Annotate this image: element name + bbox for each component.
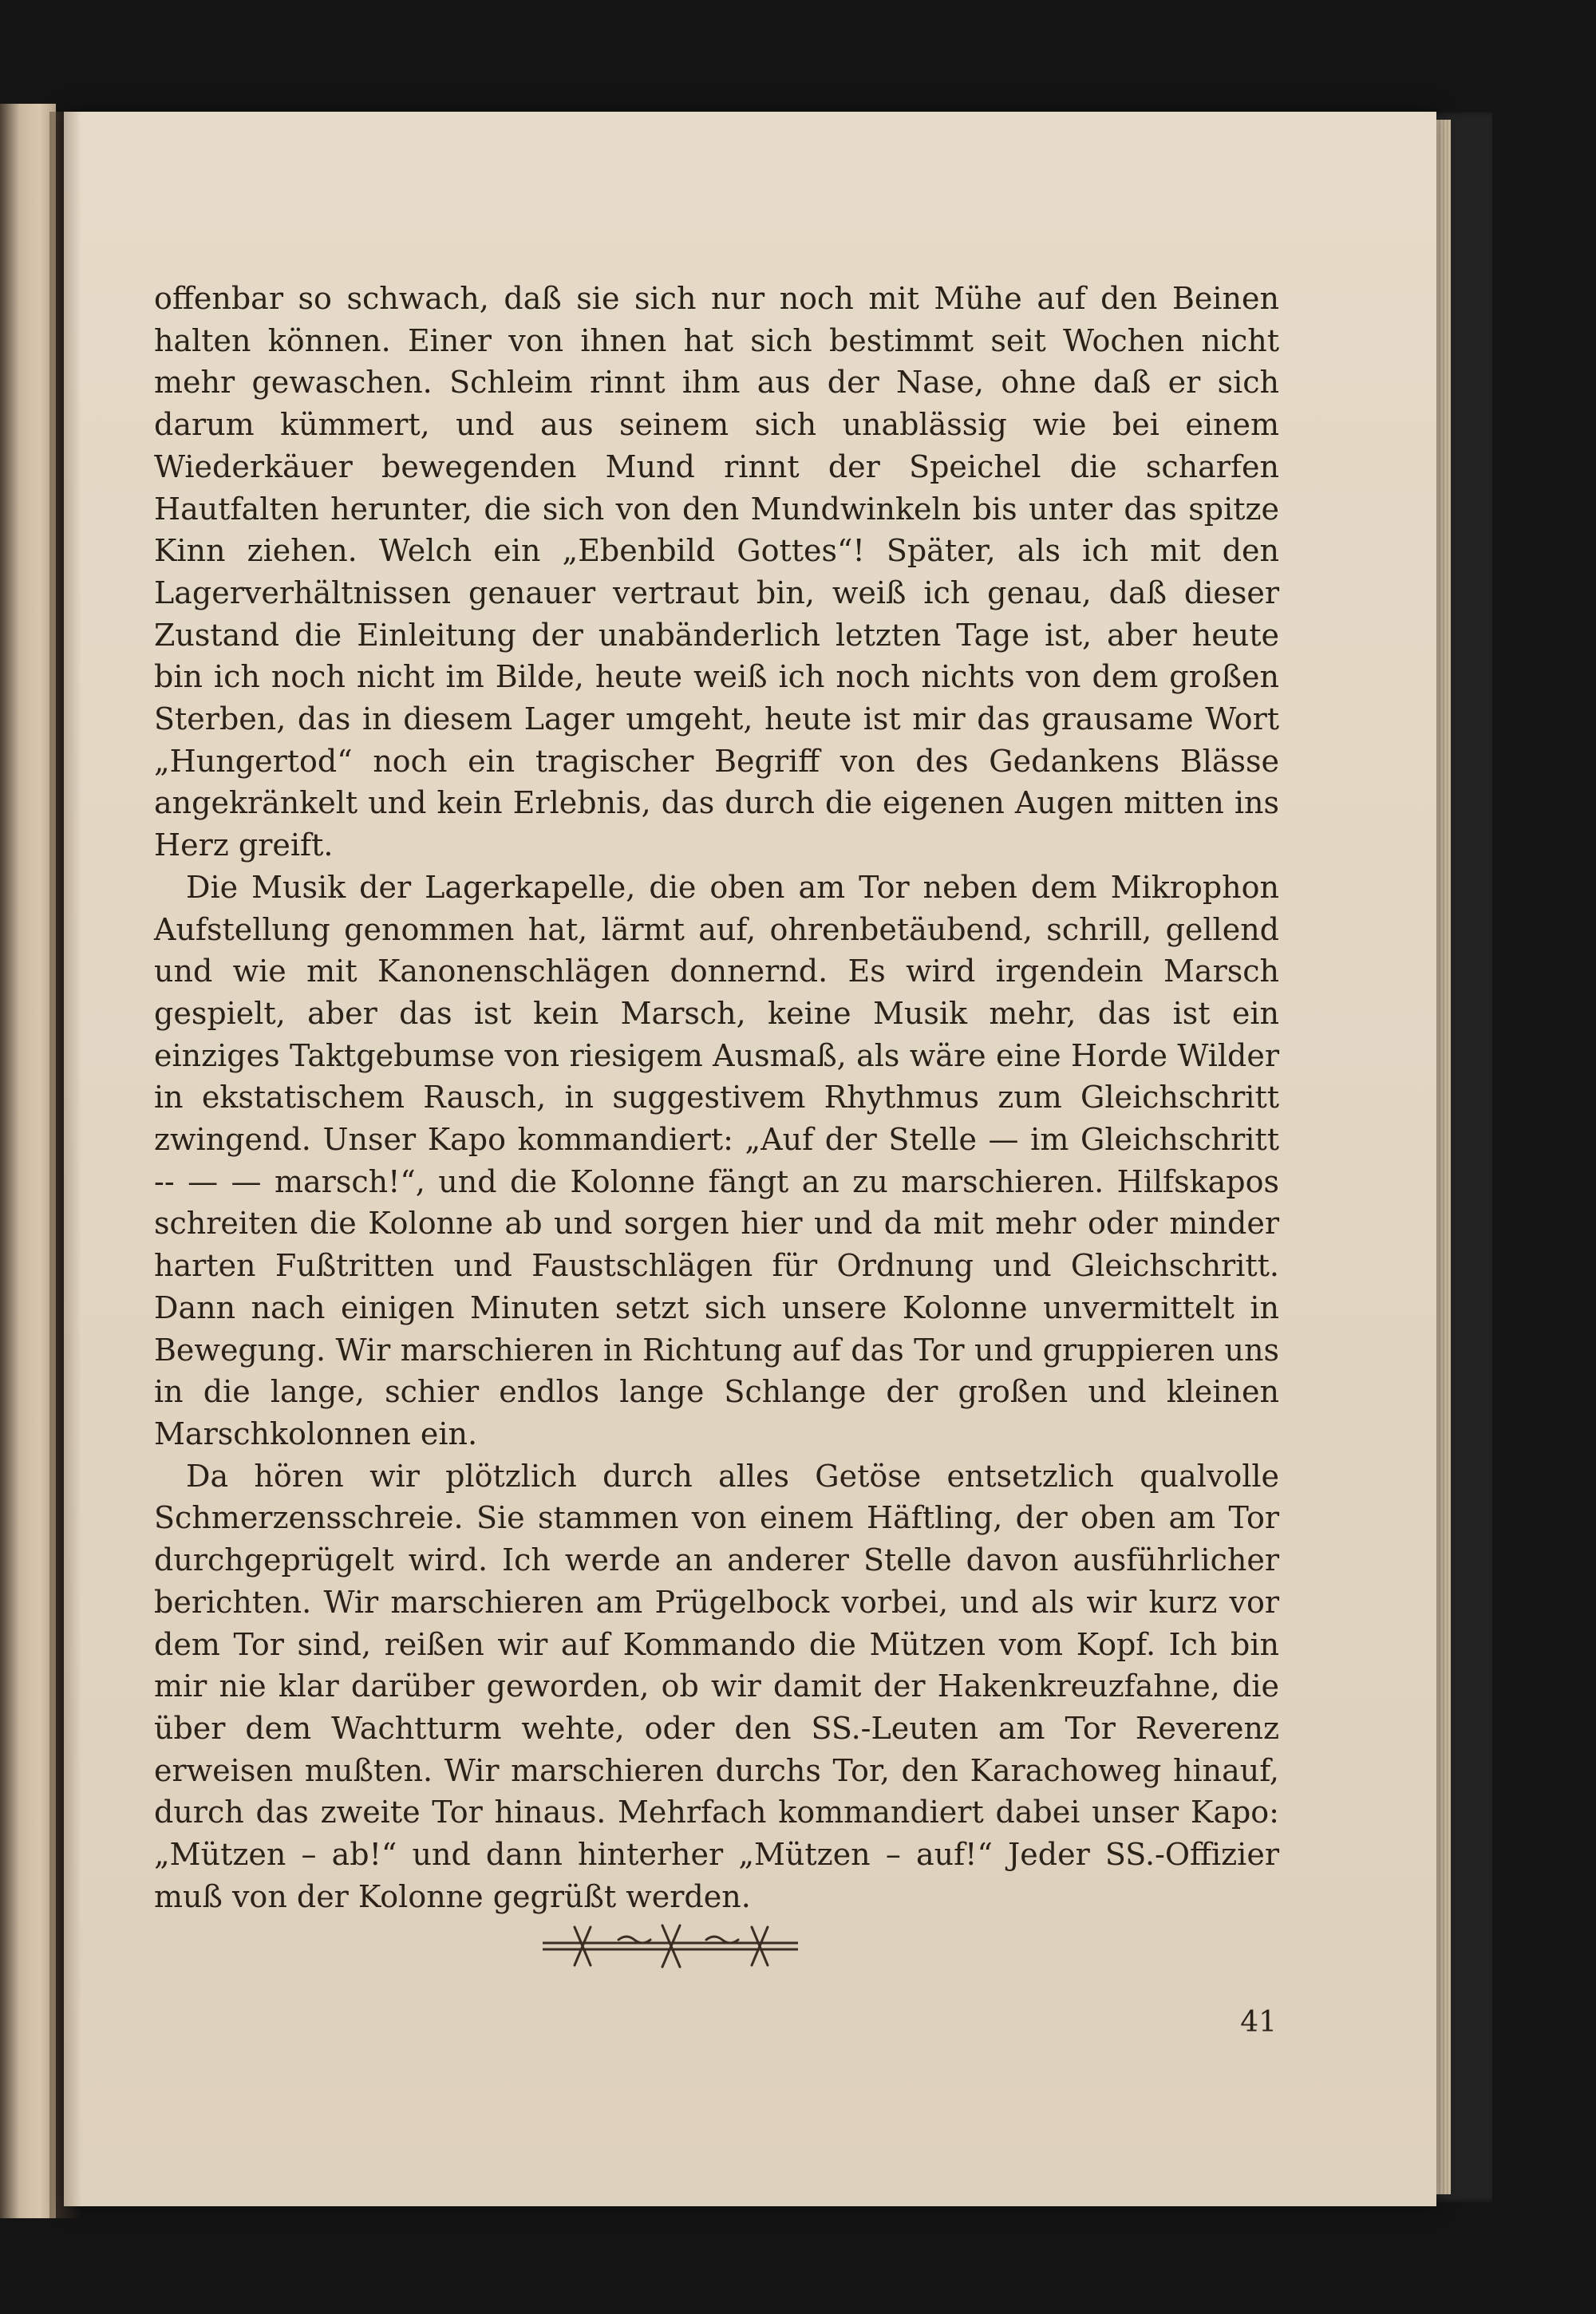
paragraph-2: Die Musik der Lagerkapelle, die oben am Tor neben dem Mikrophon Aufstellung genommen hat, lärmt auf, ohrenbetäubend, schrill, gellend und wie mit Kanonenschlägen donnernd. Es wird irgendein Marsch gespielt, aber das ist kein Marsch, keine Musik mehr, das ist ein einziges Taktgebumse von riesigem Ausmaß, als wäre eine Horde Wilder in ekstatischem Rausch, in suggestivem Rhythmus zum Gleichschritt zwingend. Unser Kapo kommandiert: „Auf der Stelle — im Gleichschritt -- — — marsch!“, und die Kolonne fängt an zu marschieren. Hilfskapos schreiten die Kolonne ab und sorgen hier und da mit mehr oder minder harten Fußtritten und Faustschlägen für Ordnung und Gleichschritt. Dann nach einigen Minuten setzt sich unsere Kolonne unvermittelt in Bewegung. Wir marschieren in Richtung auf das Tor und gruppieren uns in die lange, schier endlos lange Schlange der großen und kleinen Marschkolonnen ein. <box>154 869 1279 1451</box>
body-text <box>154 278 1279 1917</box>
gutter-shadow <box>49 112 81 2218</box>
barbed-wire-ornament-icon <box>543 1919 798 1975</box>
page-number: 41 <box>1240 2006 1277 2039</box>
book-page <box>64 112 1436 2206</box>
left-page-edge <box>0 104 56 2218</box>
paragraph-1: offenbar so schwach, daß sie sich nur noch mit Mühe auf den Beinen halten können. Einer von ihnen hat sich bestimmt seit Wochen nicht mehr gewaschen. Schleim rinnt ihm aus der Nase, ohne daß er sich darum kümmert, und aus seinem sich unablässig wie bei einem Wiederkäuer bewegenden Mund rinnt der Speichel die scharfen Hautfalten herunter, die sich von den Mundwinkeln bis unter das spitze Kinn ziehen. Welch ein „Ebenbild Gottes“! Später, als ich mit den Lagerverhältnissen genauer vertraut bin, weiß ich genau, daß dieser Zustand die Einleitung der unabänderlich letzten Tage ist, aber heute bin ich noch nicht im Bilde, heute weiß ich noch nichts von dem großen Sterben, das in diesem Lager umgeht, heute ist mir das grausame Wort „Hungertod“ noch ein tragischer Begriff von des Gedankens Blässe angekränkelt und kein Erlebnis, das durch die eigenen Augen mitten ins Herz greift. <box>154 281 1279 863</box>
paragraph-3: Da hören wir plötzlich durch alles Getöse entsetzlich qualvolle Schmerzensschreie. Sie stammen von einem Häftling, der oben am Tor durchgeprügelt wird. Ich werde an anderer Stelle davon ausführlicher berichten. Wir marschieren am Prügelbock vorbei, und als wir kurz vor dem Tor sind, reißen wir auf Kommando die Mützen vom Kopf. Ich bin mir nie klar darüber geworden, ob wir damit der Hakenkreuzfahne, die über dem Wachtturm wehte, oder den SS.-Leuten am Tor Reverenz erweisen mußten. Wir marschieren durchs Tor, den Karachoweg hinauf, durch das zweite Tor hinaus. Mehrfach kommandiert dabei unser Kapo: „Mützen – ab!“ und dann hinterher „Mützen – auf!“ Jeder SS.-Offizier muß von der Kolonne gegrüßt werden. <box>154 1458 1279 1914</box>
